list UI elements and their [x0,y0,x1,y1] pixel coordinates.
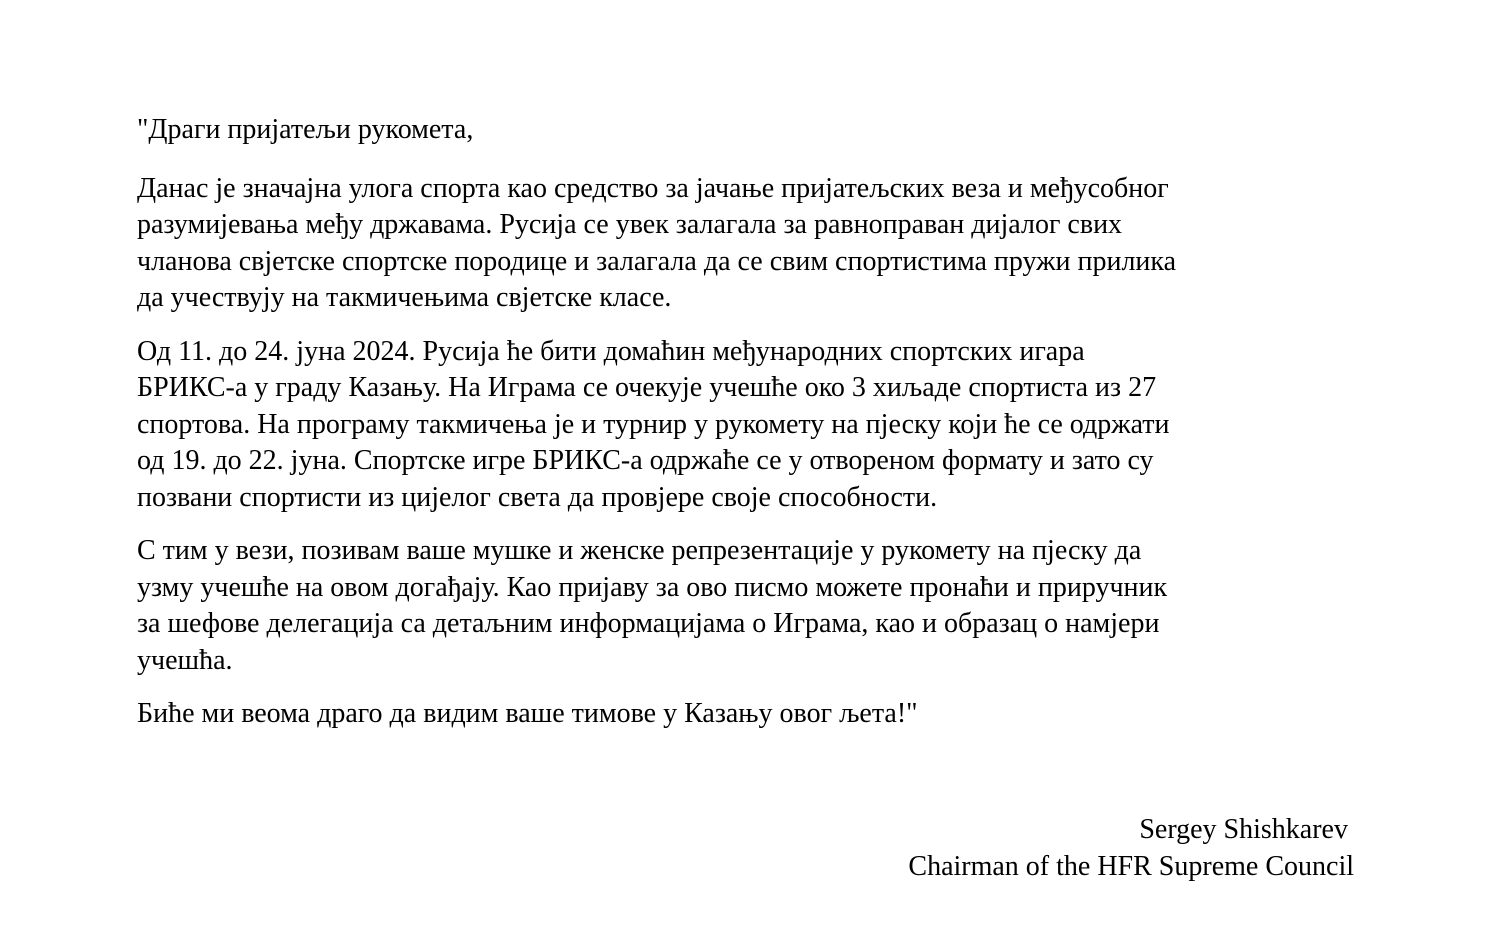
paragraph-line: узму учешће на овом догађају. Као пријаву за ово писмо можете пронаћи и приручник [137,571,1168,603]
paragraph-line: позвани спортисти из цијелог света да провјере своје способности. [137,481,938,513]
paragraph-1 [137,171,1367,317]
paragraph-line: Биће ми веома драго да видим ваше тимове у Казању овог љета!" [137,698,918,729]
paragraph-line: чланова свјетске спортске породице и залагала да се свим спортистима пружи прилика [137,245,1177,277]
signatory-title: Chairman of the HFR Supreme Council [908,850,1354,882]
paragraph-line: да учествују на такмичењима свјетске класе. [137,282,672,313]
paragraph-line: С тим у вези, позивам ваше мушке и женске репрезентације у рукомету на пјеску да [137,535,1142,566]
paragraph-line: Данас је значајна улога спорта као средство за јачање пријатељских веза и међусобног [137,172,1169,204]
paragraph-line: од 19. до 22. јуна. Спортске игре БРИКС-а одржаће се у отвореном формату и зато су [137,445,1154,476]
paragraph-3 [137,533,1367,679]
paragraph-line: спортова. На програму такмичења је и турнир у рукомету на пјеску који ће се одржати [137,408,1170,440]
paragraph-line: за шефове делегација са детаљним информацијама о Играма, као и образац о намјери [137,608,1160,639]
paragraph-2 [137,334,1367,517]
letter-body [137,112,1367,750]
paragraph-4 [137,696,1367,733]
greeting-line: "Драги пријатељи рукомета, [137,114,474,145]
letter-greeting [137,112,1367,149]
paragraph-line: Од 11. до 24. јуна 2024. Русија ће бити домаћин међународних спортских игара [137,335,1085,367]
paragraph-line: учешћа. [137,644,233,676]
signatory-name: Sergey Shishkarev [1139,814,1348,845]
signature-block [908,812,1354,885]
paragraph-line: разумијевања међу државама. Русија се увек залагала за равноправан дијалог свих [137,209,1123,240]
paragraph-line: БРИКС-а у граду Казању. На Играма се очекује учешће око 3 хиљаде спортиста из 27 [137,372,1157,403]
